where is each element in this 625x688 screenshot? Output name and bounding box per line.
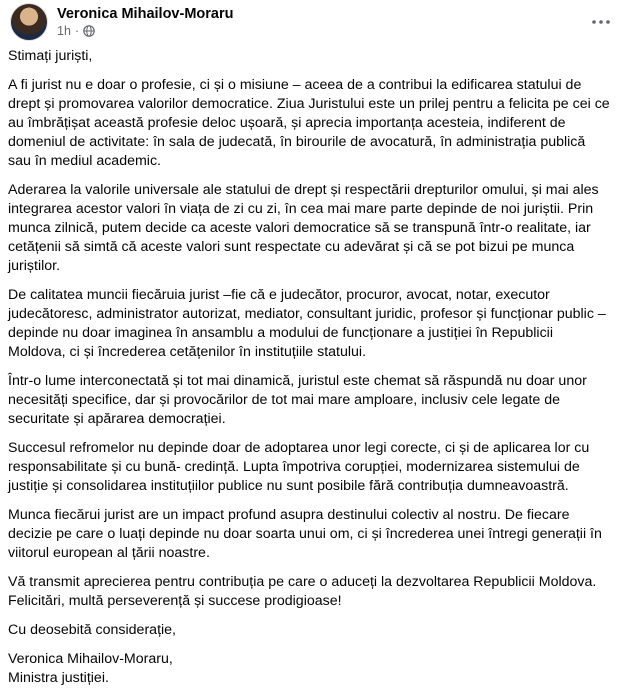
paragraph-3: De calitatea muncii fiecăruia jurist –fie că e judecător, procuror, avocat, notar, executor judecătoresc, administrator autorizat, mediator, consultant juridic, profesor și funcționar public – depinde nu doar imaginea în ansamblu a modului de funcționare a justiției în Republicii Moldova, ci și încrederea cetățenilor în instituțiile statului. [8, 287, 606, 360]
paragraph-7: Vă transmit aprecierea pentru contribuția pe care o aduceți la dezvoltarea Republicii Moldova. Felicitări, multă perseverență și succese prodigioase! [8, 574, 597, 609]
closing: Cu deosebită considerație, [8, 622, 176, 638]
separator-dot: · [74, 24, 80, 38]
post-meta [57, 5, 233, 39]
paragraph-4: Într-o lume interconectată și tot mai dinamică, juristul este chemat să răspundă nu doar unor necesități specifice, dar și provocărilor de tot mai mare amploare, inclusiv cele legate de securitate și apărarea democrației. [8, 373, 587, 427]
avatar[interactable] [10, 3, 48, 41]
post-body [8, 47, 612, 688]
more-options-icon[interactable] [591, 12, 611, 32]
paragraph-5: Succesul refromelor nu depinde doar de adoptarea unor legi corecte, ci și de aplicarea lor cu responsabilitate și cu bună- credință. Lupta împotriva corupției, modernizarea sistemului de justiție și consolidarea instituțiilor publice nu sunt posibile fără contribuția dumneavoastră. [8, 440, 590, 494]
post-header [10, 2, 233, 42]
signature-name: Veronica Mihailov-Moraru, [8, 651, 173, 667]
paragraph-2: Aderarea la valorile universale ale statului de drept și respectării drepturilor omului, și mai ales integrarea acestor valori în viața de zi cu zi, în cea mai mare parte depinde de noi juriștii. Prin munca zilnică, putem decide ca aceste valori democratice să se transpună într-o realitate, iar cetățenii să simtă că aceste valori sunt respectate cu adevărat și că se pot bizui pe munca juriștilor. [8, 182, 599, 274]
post-subline [57, 23, 233, 39]
post-timestamp[interactable]: 1h [57, 24, 71, 38]
signature-title: Ministra justiției. [8, 670, 109, 686]
paragraph-6: Munca fiecărui jurist are un impact profund asupra destinului colectiv al nostru. De fiecare decizie pe care o luați depinde nu doar soarta unui om, ci și încrederea unei întregi generații în viitorul european al țării noastre. [8, 507, 602, 561]
author-name[interactable]: Veronica Mihailov-Moraru [57, 6, 234, 22]
globe-icon[interactable] [83, 25, 95, 37]
paragraph-1: A fi jurist nu e doar o profesie, ci și o misiune – aceea de a contribui la edificarea statului de drept și promovarea valorilor democratice. Ziua Juristului este un prilej pentru a felicita pe cei ce au îmbrățișat această profesie deloc ușoară, și aprecia importanța acesteia, indiferent de domeniul de activitate: în sala de judecată, în birourile de avocatură, în administrația publică sau în mediul academic. [8, 77, 610, 169]
greeting: Stimați juriști, [8, 48, 93, 64]
